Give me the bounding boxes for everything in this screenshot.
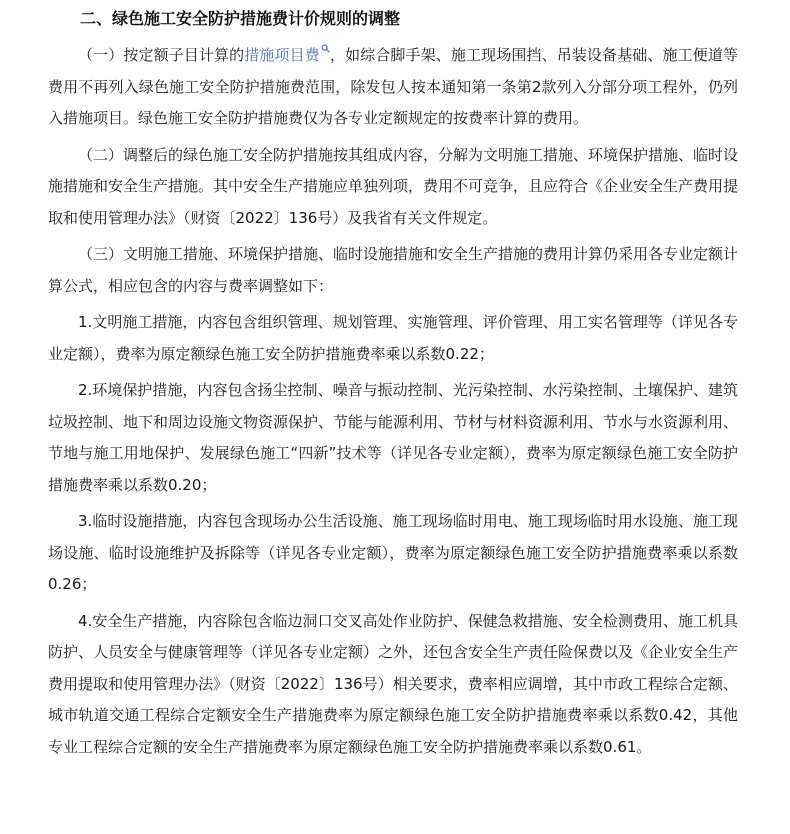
paragraph-2: （二）调整后的绿色施工安全防护措施按其组成内容，分解为文明施工措施、环境保护措施、临时设施措施和安全生产措施。其中安全生产措施应单独列项，费用不可竞争，且应符合《企业安全生产费用提取和使用管理办法》（财资〔2022〕136号）及我省有关文件规定。 bbox=[48, 145, 739, 227]
article-body bbox=[48, 4, 738, 768]
measure-fee-link[interactable] bbox=[244, 46, 330, 64]
list-item-4: 4.安全生产措施，内容除包含临边洞口交叉高处作业防护、保健急救措施、安全检测费用、施工机具防护、人员安全与健康管理等（详见各专业定额）之外，还包含安全生产责任险保费以及《企业安全生产费用提取和使用管理办法》（财资〔2022〕136号）相关要求，费率相应调增，其中市政工程综合定额、城市轨道交通工程综合定额安全生产措施费率为原定额绿色施工安全防护措施费率乘以系数0.42，其他专业工程综合定额的安全生产措施费率为原定额绿色施工安全防护措施费率乘以系数0.61。 bbox=[48, 611, 739, 756]
section-heading: 二、绿色施工安全防护措施费计价规则的调整 bbox=[80, 9, 401, 28]
list-item-1: 1.文明施工措施，内容包含组织管理、规划管理、实施管理、评价管理、用工实名管理等（详见各专业定额），费率为原定额绿色施工安全防护措施费率乘以系数0.22； bbox=[48, 313, 738, 363]
measure-fee-link-text[interactable]: 措施项目费 bbox=[244, 46, 320, 64]
paragraph-1-text-end: ，如综合脚手架、施工现场围挡、吊装设备基础、施工便道等费用不再列入绿色施工安全防护措施费范围，除发包人按本通知第一条第2款列入分部分项工程外，仍列入措施项目。绿色施工安全防护措施费仅为各专业定额规定的按费率计算的费用。 bbox=[48, 46, 738, 127]
search-icon[interactable] bbox=[321, 44, 330, 53]
paragraph-1-text-start: （一）按定额子目计算的 bbox=[78, 46, 245, 64]
list-item-3: 3.临时设施措施，内容包含现场办公生活设施、施工现场临时用电、施工现场临时用水设施、施工现场设施、临时设施维护及拆除等（详见各专业定额），费率为原定额绿色施工安全防护措施费率乘以系数0.26； bbox=[48, 512, 738, 593]
paragraph-3: （三）文明施工措施、环境保护措施、临时设施措施和安全生产措施的费用计算仍采用各专业定额计算公式，相应包含的内容与费率调整如下： bbox=[48, 245, 739, 295]
paragraph-1 bbox=[48, 40, 738, 135]
list-item-2: 2.环境保护措施，内容包含扬尘控制、噪音与振动控制、光污染控制、水污染控制、土壤保护、建筑垃圾控制、地下和周边设施文物资源保护、节能与能源利用、节材与材料资源利用、节水与水资源利用、节地与施工用地保护、发展绿色施工“四新”技术等（详见各专业定额），费率为原定额绿色施工安全防护措施费率乘以系数0.20； bbox=[48, 381, 739, 494]
